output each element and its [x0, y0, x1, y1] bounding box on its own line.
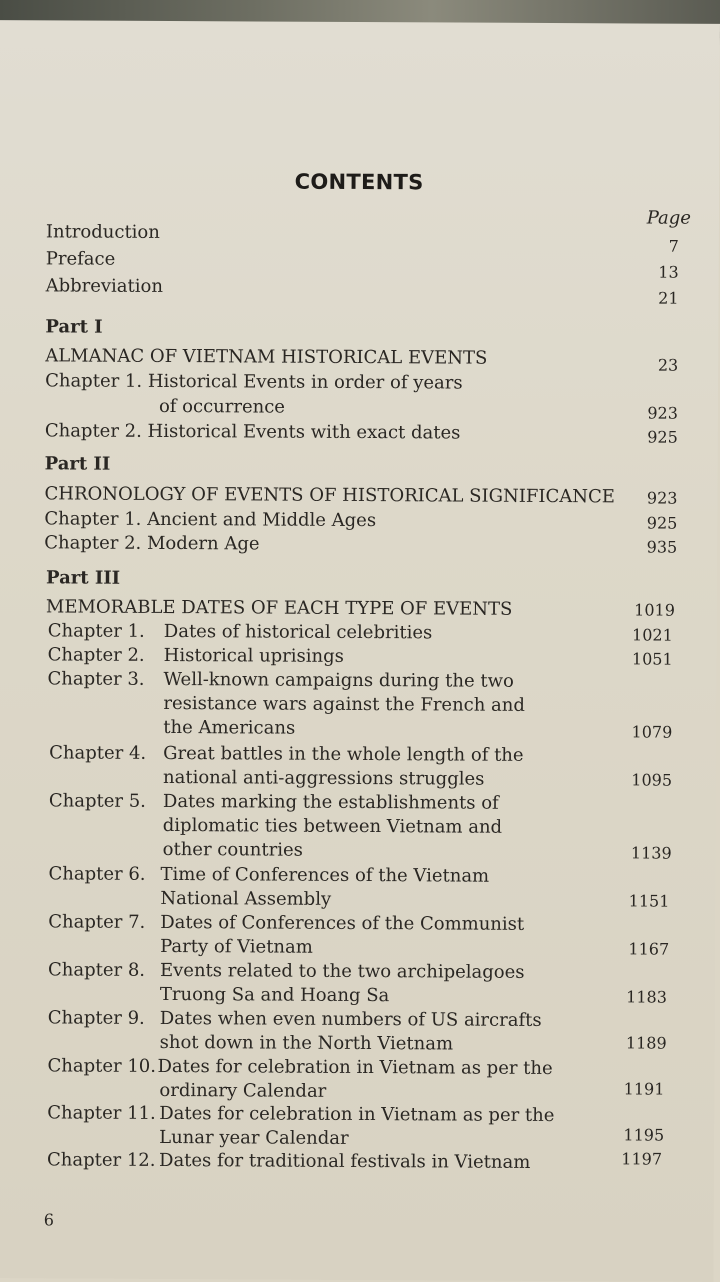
toc-page: 935: [646, 537, 678, 557]
chapter-title-continued: ordinary Calendar: [159, 1079, 327, 1102]
chapter-title: Dates for traditional festivals in Vietnam: [158, 1149, 531, 1173]
toc-entry: Chapter 2. Modern Age: [44, 532, 260, 555]
chapter-label: Chapter 8.: [47, 959, 146, 981]
page-title: CONTENTS: [294, 169, 424, 195]
toc-entry-introduction: Introduction: [45, 221, 160, 243]
chapter-label: Chapter 1.: [47, 620, 145, 642]
part-heading: Part II: [44, 453, 111, 475]
toc-page: 1079: [631, 722, 673, 742]
chapter-title-continued: diplomatic ties between Vietnam and: [162, 814, 503, 838]
toc-page: 23: [657, 355, 679, 375]
chapter-title: Dates of Conferences of the Communist: [160, 911, 525, 935]
chapter-title: Dates when even numbers of US aircrafts: [159, 1007, 542, 1031]
toc-page: 1191: [623, 1079, 665, 1099]
toc-entry-abbreviation: Abbreviation: [45, 275, 164, 297]
chapter-label: Chapter 7.: [48, 911, 146, 933]
chapter-title-continued: shot down in the North Vietnam: [159, 1031, 454, 1055]
toc-page: 923: [646, 488, 678, 508]
folio-page-number: 6: [43, 1210, 54, 1230]
toc-entry-preface: Preface: [45, 248, 116, 270]
part-title: ALMANAC OF VIETNAM HISTORICAL EVENTS: [45, 345, 488, 369]
toc-entry: Chapter 2. Historical Events with exact dates: [44, 420, 461, 444]
toc-entry-continued: of occurrence: [158, 395, 286, 418]
toc-page: 1139: [630, 843, 672, 863]
chapter-label: Chapter 10.: [47, 1055, 157, 1077]
toc-page-introduction: 7: [668, 236, 679, 256]
chapter-label: Chapter 12.: [46, 1149, 156, 1171]
chapter-title-continued: national anti-aggressions struggles: [162, 766, 485, 790]
chapter-title-continued: Party of Vietnam: [160, 935, 313, 958]
toc-page: 1189: [625, 1033, 667, 1053]
toc-entry: Chapter 1. Ancient and Middle Ages: [44, 508, 377, 532]
part-heading: Part III: [46, 567, 121, 589]
chapter-label: Chapter 11.: [47, 1102, 156, 1124]
toc-entry: Chapter 1. Historical Events in order of years: [45, 370, 463, 394]
toc-page: 1019: [634, 600, 675, 620]
chapter-title-continued: the Americans: [163, 716, 296, 739]
toc-page: 1195: [623, 1125, 665, 1145]
chapter-label: Chapter 9.: [47, 1007, 145, 1029]
toc-page: 1197: [621, 1149, 663, 1169]
chapter-label: Chapter 6.: [48, 863, 146, 885]
chapter-title: Time of Conferences of the Vietnam: [160, 863, 490, 887]
chapter-title: Well-known campaigns during the two: [163, 668, 514, 692]
chapter-label: Chapter 4.: [49, 742, 147, 764]
chapter-title: Great battles in the whole length of the: [163, 742, 524, 766]
chapter-label: Chapter 5.: [48, 790, 146, 812]
toc-page: 1051: [631, 649, 673, 669]
toc-page: 925: [647, 427, 678, 447]
part-title: CHRONOLOGY OF EVENTS OF HISTORICAL SIGNIFICANCE: [44, 483, 615, 508]
chapter-title: Dates for celebration in Vietnam as per the: [159, 1102, 555, 1127]
chapter-title-continued: Truong Sa and Hoang Sa: [159, 983, 390, 1007]
book-page: [0, 20, 720, 1282]
chapter-title: Historical uprisings: [163, 644, 344, 667]
toc-page: 1095: [631, 770, 673, 790]
toc-page: 1167: [628, 939, 670, 959]
chapter-label: Chapter 3.: [47, 668, 145, 690]
chapter-title-continued: other countries: [162, 838, 303, 861]
chapter-title: Dates marking the establishments of: [162, 790, 499, 814]
toc-page: 923: [647, 403, 679, 423]
chapter-title-continued: resistance wars against the French and: [163, 692, 525, 716]
chapter-label: Chapter 2.: [47, 644, 145, 666]
chapter-title: Dates of historical celebrities: [163, 620, 433, 644]
toc-page-abbreviation: 21: [658, 288, 679, 308]
toc-page-preface: 13: [658, 262, 679, 282]
page-column-heading: Page: [646, 207, 692, 229]
chapter-title-continued: Lunar year Calendar: [159, 1126, 349, 1149]
chapter-title: Events related to the two archipelagoes: [159, 959, 525, 983]
chapter-title: Dates for celebration in Vietnam as per the: [157, 1055, 553, 1080]
toc-page: 925: [646, 513, 678, 533]
toc-page: 1151: [628, 891, 670, 911]
part-title: MEMORABLE DATES OF EACH TYPE OF EVENTS: [45, 596, 513, 620]
toc-page: 1183: [626, 987, 667, 1007]
toc-page: 1021: [632, 625, 673, 645]
part-heading: Part I: [45, 316, 103, 338]
chapter-title-continued: National Assembly: [160, 887, 332, 910]
